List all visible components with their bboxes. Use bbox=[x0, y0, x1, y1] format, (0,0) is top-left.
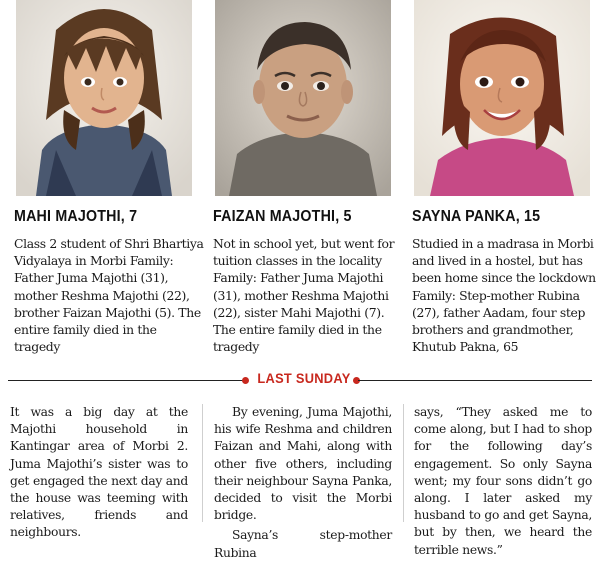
profile-name: FAIZAN MAJOTHI, 5 bbox=[213, 208, 352, 225]
section-heading: LAST SUNDAY bbox=[257, 371, 351, 386]
profile-description: Studied in a madrasa in Morbi and lived in a hostel, but has been home since the lockdown Family: Step-mother Rubina (27), father Aadam, four step brothers and grandmother, Khutub Pakna, 65 bbox=[412, 236, 596, 355]
profile-description: Not in school yet, but went for tuition classes in the locality Family: Father Juma Majothi (31), mother Reshma Majothi (22), sister Mahi Majothi (7). The entire family died in the tragedy bbox=[213, 236, 395, 355]
profile-description: Class 2 student of Shri Bhartiya Vidyalaya in Morbi Family: Father Juma Majothi (31), mother Reshma Majothi (22), brother Faizan Majothi (5). The entire family died in the tragedy bbox=[14, 236, 204, 355]
banner-rule-right bbox=[358, 380, 592, 381]
photo-faizan bbox=[215, 0, 391, 196]
article-paragraph: Sayna’s step-mother Rubina bbox=[214, 528, 392, 560]
section-banner bbox=[8, 372, 592, 388]
profile-sayna bbox=[412, 0, 596, 355]
profile-name: SAYNA PANKA, 15 bbox=[412, 208, 541, 225]
article-paragraph: says, “They asked me to come along, but I had to shop for the following day’s engagement. So only Sayna went; my four sons didn’t go along. I later asked my husband to go and get Sayna, but by then, we heard the terrible news.” bbox=[414, 405, 592, 557]
banner-dot-left-icon bbox=[242, 377, 249, 384]
banner-rule-left bbox=[8, 380, 244, 381]
article-column-2 bbox=[214, 404, 392, 562]
article-column-3 bbox=[414, 404, 592, 559]
profile-name: MAHI MAJOTHI, 7 bbox=[14, 208, 138, 225]
column-divider bbox=[403, 404, 404, 522]
column-divider bbox=[202, 404, 203, 522]
profile-faizan bbox=[213, 0, 393, 355]
article-paragraph: It was a big day at the Majothi household in Kantingar area of Morbi 2. Juma Majothi’s sister was to get engaged the next day and the house was teeming with relatives, friends and neighbours. bbox=[10, 405, 188, 540]
photo-mahi bbox=[16, 0, 192, 196]
profile-mahi bbox=[14, 0, 204, 355]
article-column-1 bbox=[10, 404, 188, 542]
article-paragraph: By evening, Juma Majothi, his wife Reshma and children Faizan and Mahi, along with other five others, including their neighbour Sayna Panka, decided to visit the Morbi bridge. bbox=[214, 405, 392, 523]
photo-sayna bbox=[414, 0, 590, 196]
